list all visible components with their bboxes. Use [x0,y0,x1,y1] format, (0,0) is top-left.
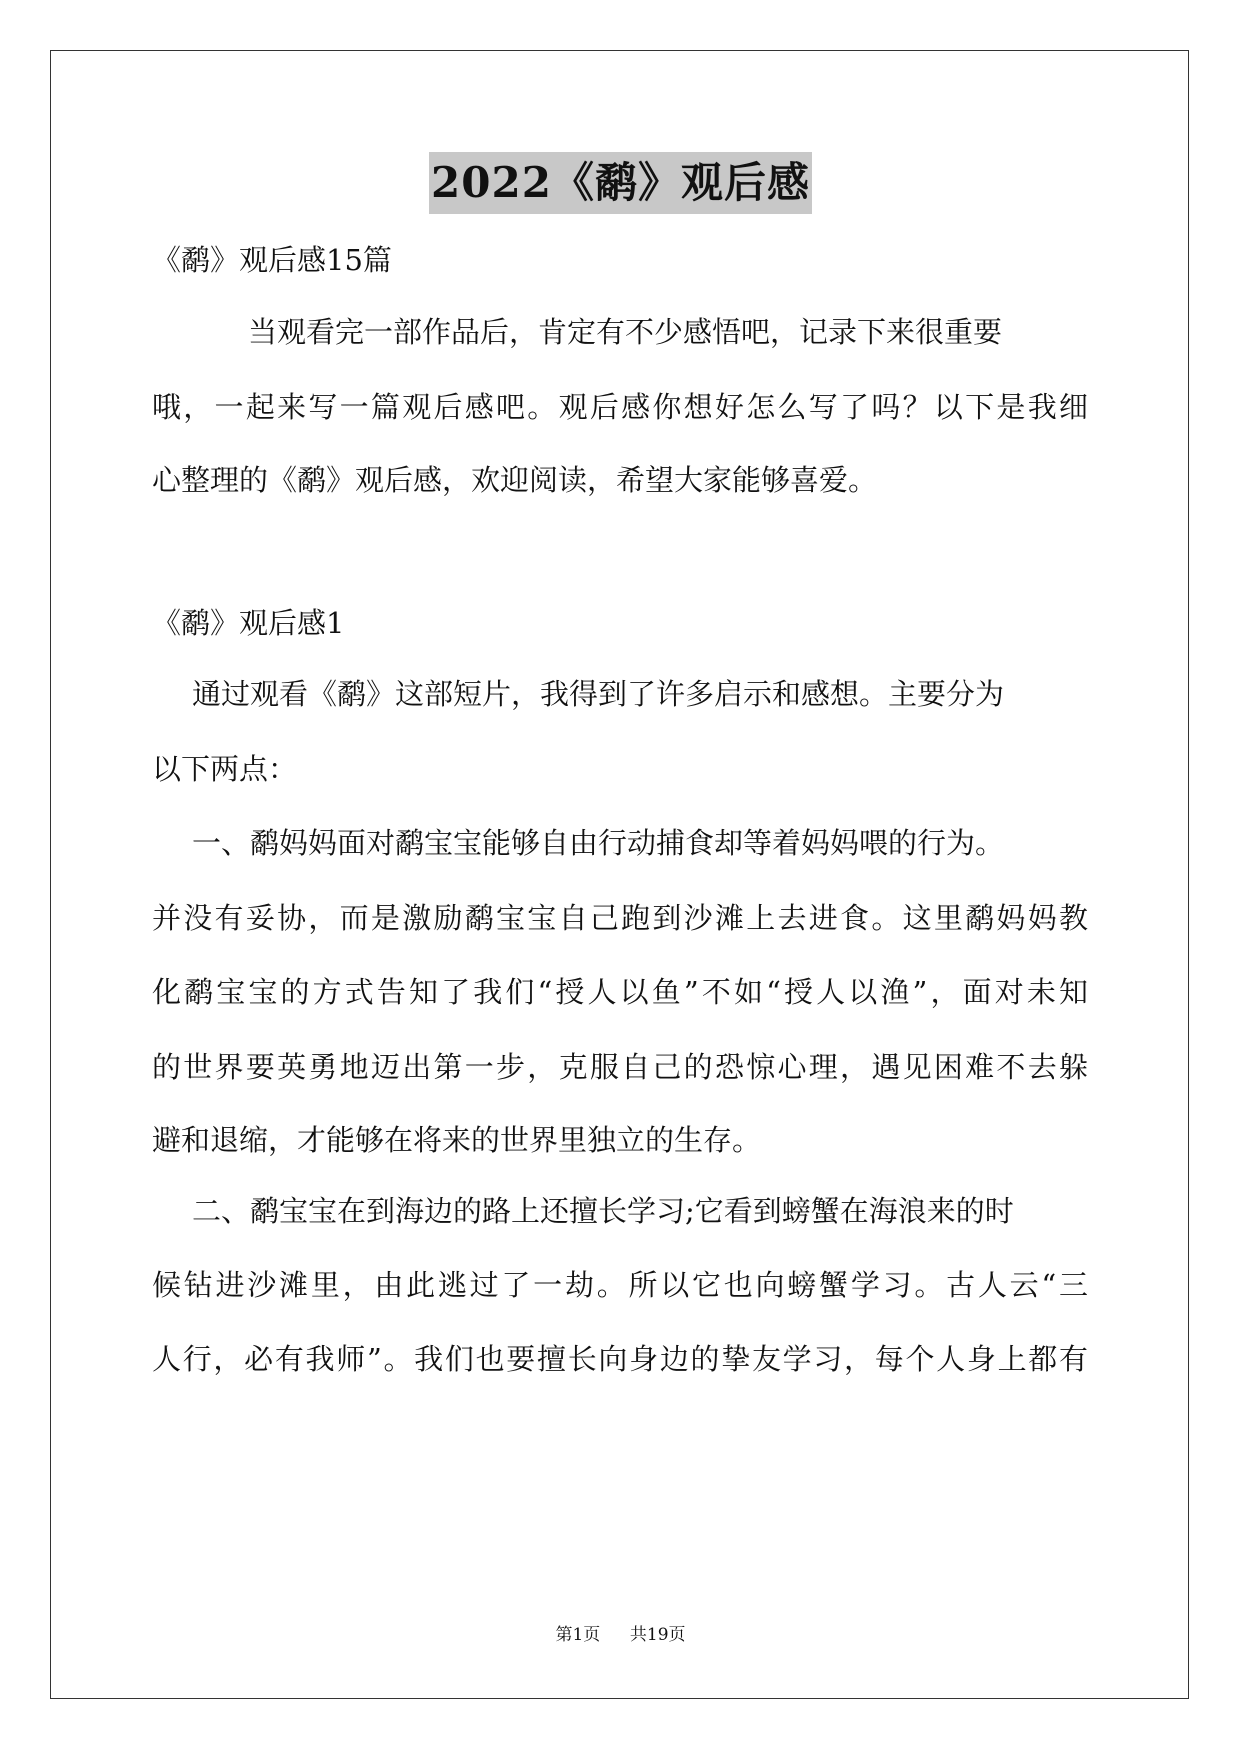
body-line-4: 并没有妥协，而是激励鹬宝宝自己跑到沙滩上去进食。这里鹬妈妈教 [152,901,1088,935]
intro-line-1: 当观看完一部作品后，肯定有不少感悟吧，记录下来很重要 [248,315,1003,349]
title-container [0,152,1241,214]
body-line-10: 人行，必有我师”。我们也要擅长向身边的挚友学习，每个人身上都有 [152,1342,1088,1376]
body-line-3: 一、鹬妈妈面对鹬宝宝能够自由行动捕食却等着妈妈喂的行为。 [192,826,1005,860]
intro-line-2: 哦，一起来写一篇观后感吧。观后感你想好怎么写了吗？以下是我细 [152,390,1088,424]
document-title: 2022《鹬》观后感 [429,152,812,214]
body-line-7: 避和退缩，才能够在将来的世界里独立的生存。 [152,1123,762,1157]
section-heading: 《鹬》观后感1 [152,606,345,640]
page-total: 共19页 [629,1625,686,1645]
page-number: 第1页 [555,1625,601,1645]
intro-line-3: 心整理的《鹬》观后感，欢迎阅读，希望大家能够喜爱。 [152,463,878,497]
document-subtitle: 《鹬》观后感15篇 [152,243,392,277]
body-line-2: 以下两点： [152,752,298,786]
body-line-6: 的世界要英勇地迈出第一步，克服自己的恐惊心理，遇见困难不去躲 [152,1050,1088,1084]
page-footer [0,1620,1241,1645]
body-line-9: 候钻进沙滩里，由此逃过了一劫。所以它也向螃蟹学习。古人云“三 [152,1268,1088,1302]
body-line-8: 二、鹬宝宝在到海边的路上还擅长学习;它看到螃蟹在海浪来的时 [192,1194,1014,1228]
body-line-5: 化鹬宝宝的方式告知了我们“授人以鱼”不如“授人以渔”，面对未知 [152,975,1088,1009]
body-line-1: 通过观看《鹬》这部短片，我得到了许多启示和感想。主要分为 [192,677,1005,711]
page-border [50,50,1189,1699]
